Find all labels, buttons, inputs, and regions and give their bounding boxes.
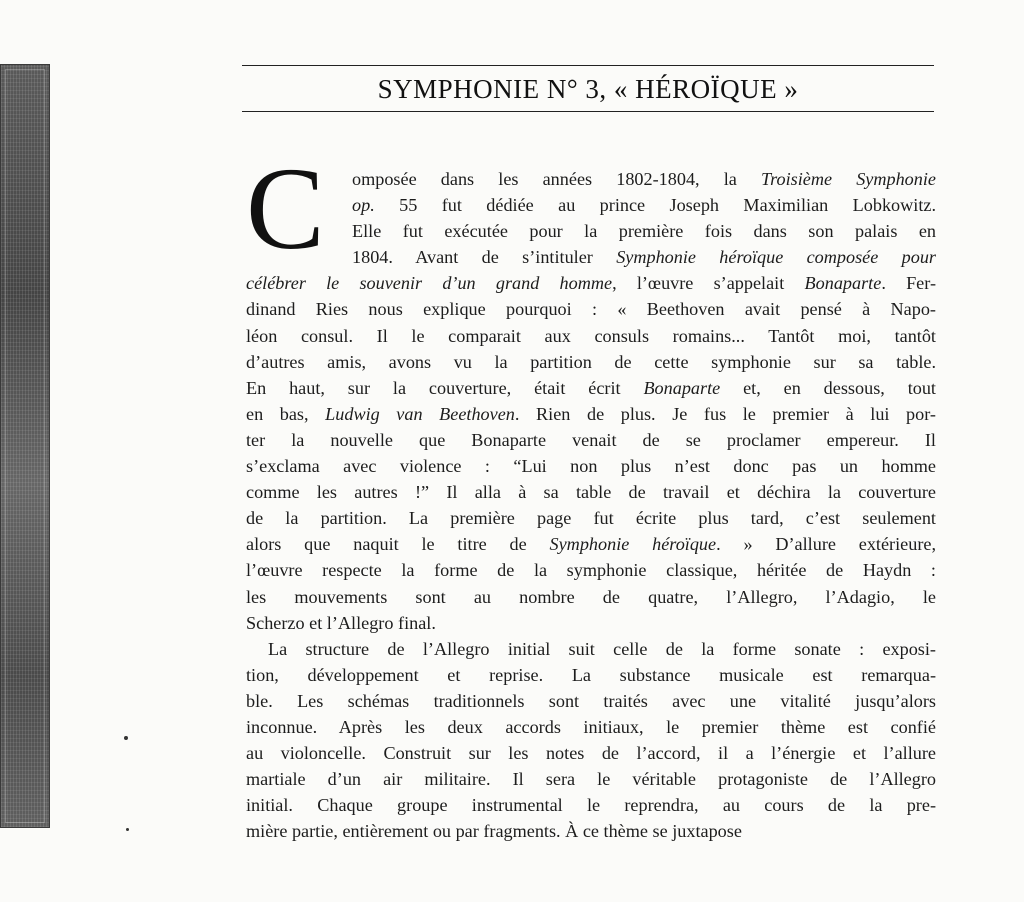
text-run: . » D’allure extérieure,: [716, 534, 937, 555]
italic-run: op.: [352, 195, 375, 216]
text-line: [246, 323, 936, 349]
text-run: comme les autres !” Il alla à sa table de travail et déchira la couverture: [246, 482, 936, 503]
text-run: l’œuvre respecte la forme de la symphonie classique, héritée de Haydn :: [246, 560, 936, 581]
text-line: [352, 244, 936, 270]
italic-run: Symphonie héroïque composée pour: [616, 247, 936, 268]
text-run: . Fer-: [881, 273, 937, 294]
text-line: [246, 818, 936, 844]
text-run: alors que naquit le titre de: [246, 534, 550, 555]
italic-run: Bonaparte: [643, 377, 721, 398]
text-run: s’exclama avec violence : “Lui non plus n’est donc pas un homme: [246, 456, 936, 477]
text-line: [246, 453, 936, 479]
title-rule-bottom: [242, 111, 934, 112]
text-run: 55 fut dédiée au prince Joseph Maximilian Lobkowitz.: [374, 195, 936, 216]
text-line: [246, 740, 936, 766]
text-line: [246, 427, 936, 453]
text-run: de la partition. La première page fut écrite plus tard, c’est seulement: [246, 508, 936, 529]
text-run: ter la nouvelle que Bonaparte venait de se proclamer empereur. Il: [246, 429, 936, 450]
text-line: [246, 688, 936, 714]
page-title: SYMPHONIE N° 3, « HÉROÏQUE »: [377, 74, 799, 104]
text-line: [352, 166, 936, 192]
italic-run: Ludwig van Beethoven: [325, 403, 515, 424]
text-run: au violoncelle. Construit sur les notes de l’accord, il a l’énergie et l’allure: [246, 743, 936, 764]
text-run: léon consul. Il le comparait aux consuls romains... Tantôt moi, tantôt: [246, 325, 936, 346]
text-line: [246, 792, 936, 818]
body-text: [246, 166, 936, 844]
text-line: [246, 375, 936, 401]
text-line: [246, 479, 936, 505]
text-run: les mouvements sont au nombre de quatre, l’Allegro, l’Adagio, le: [246, 586, 936, 607]
text-run: , l’œuvre s’appelait: [612, 273, 805, 294]
text-run: 1804. Avant de s’intituler: [352, 247, 617, 268]
text-line: [246, 636, 936, 662]
italic-run: Symphonie héroïque: [549, 534, 717, 555]
text-run: omposée dans les années 1802-1804, la: [352, 169, 761, 189]
text-line: [246, 401, 936, 427]
text-line: [246, 505, 936, 531]
text-line: [246, 531, 936, 557]
text-run: La structure de l’Allegro initial suit celle de la forme sonate : exposi-: [268, 638, 936, 659]
text-line: [352, 192, 936, 218]
text-line: [246, 557, 936, 583]
text-run: martiale d’un air militaire. Il sera le véritable protagoniste de l’Allegro: [246, 769, 936, 790]
text-line: [246, 296, 936, 322]
print-speck: [124, 736, 128, 740]
text-run: et, en dessous, tout: [720, 377, 936, 398]
text-line: [246, 584, 936, 610]
text-run: en bas,: [246, 403, 326, 424]
text-line: [246, 610, 936, 636]
title-rule-top: [242, 65, 934, 66]
text-line: [246, 662, 936, 688]
text-run: dinand Ries nous explique pourquoi : « Beethoven avait pensé à Napo-: [246, 299, 936, 320]
text-run: ble. Les schémas traditionnels sont traités avec une vitalité jusqu’alors: [246, 690, 936, 711]
print-speck: [126, 828, 129, 831]
text-run: tion, développement et reprise. La substance musicale est remarqua-: [246, 664, 936, 685]
text-line: [246, 349, 936, 375]
italic-run: Troisième Symphonie: [760, 169, 936, 189]
text-run: En haut, sur la couverture, était écrit: [246, 377, 644, 398]
text-line: [246, 766, 936, 792]
text-run: initial. Chaque groupe instrumental le reprendra, au cours de la pre-: [246, 795, 936, 816]
text-line: [246, 714, 936, 740]
text-run: d’autres amis, avons vu la partition de cette symphonie sur sa table.: [246, 351, 936, 372]
italic-run: célébrer le souvenir d’un grand homme: [246, 273, 613, 294]
left-photo-strip: [0, 64, 50, 828]
text-line: [246, 270, 936, 296]
text-run: mière partie, entièrement ou par fragments. À ce thème se juxtapose: [246, 821, 742, 842]
text-run: Elle fut exécutée pour la première fois dans son palais en: [352, 221, 936, 242]
drop-cap: C: [246, 143, 325, 274]
text-run: . Rien de plus. Je fus le premier à lui por-: [514, 403, 936, 424]
text-line: [352, 218, 936, 244]
text-run: inconnue. Après les deux accords initiaux, le premier thème est confié: [246, 716, 936, 737]
text-run: Scherzo et l’Allegro final.: [246, 612, 436, 633]
italic-run: Bonaparte: [804, 273, 882, 294]
